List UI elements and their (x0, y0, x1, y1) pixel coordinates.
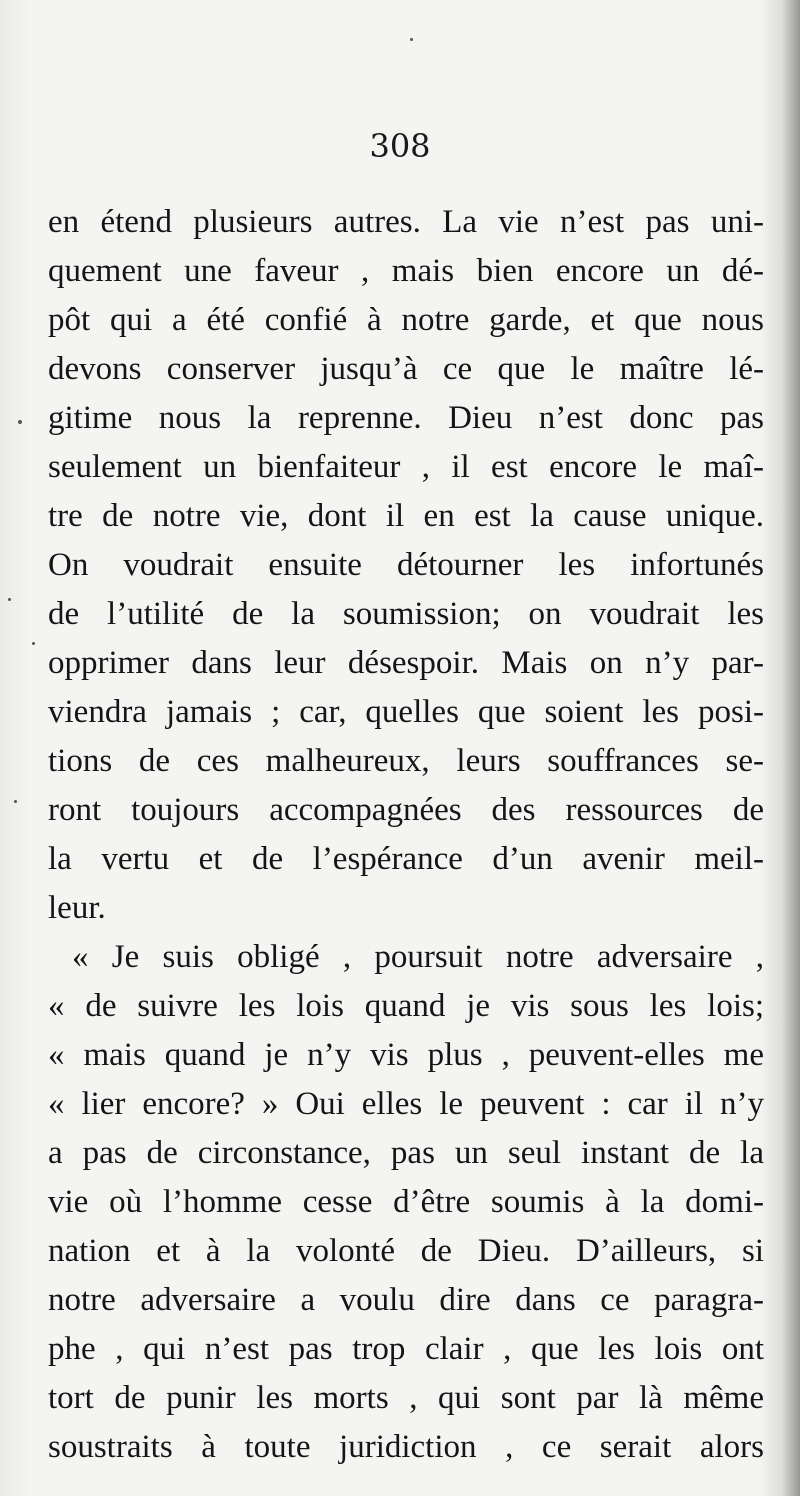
text-line: tions de ces malheureux, leurs souffrances se- (48, 743, 764, 779)
text-line: nation et à la volonté de Dieu. D’ailleurs, si (48, 1233, 764, 1269)
text-line: tort de punir les morts , qui sont par là même (48, 1380, 764, 1416)
text-line: devons conserver jusqu’à ce que le maître lé- (48, 351, 764, 387)
print-speck (32, 642, 35, 645)
body-text (48, 198, 764, 1472)
text-line: seulement un bienfaiteur , il est encore le maî- (48, 449, 764, 485)
text-line: de l’utilité de la soumission; on voudrait les (48, 596, 764, 632)
text-line: notre adversaire a voulu dire dans ce paragra- (48, 1282, 764, 1318)
page-edge-shadow (782, 0, 800, 1496)
print-speck (14, 800, 17, 803)
print-speck (18, 420, 22, 424)
text-line: pôt qui a été confié à notre garde, et que nous (48, 302, 764, 338)
text-line: « Je suis obligé , poursuit notre adversaire , (72, 939, 764, 975)
text-line: quement une faveur , mais bien encore un dé- (48, 253, 764, 289)
text-line: a pas de circonstance, pas un seul instant de la (48, 1135, 764, 1171)
print-speck (8, 598, 11, 601)
text-line: la vertu et de l’espérance d’un avenir meil- (48, 841, 764, 877)
text-line: leur. (48, 890, 106, 926)
text-line: tre de notre vie, dont il en est la cause unique. (48, 498, 764, 534)
text-line: phe , qui n’est pas trop clair , que les lois ont (48, 1331, 764, 1367)
text-line: opprimer dans leur désespoir. Mais on n’y par- (48, 645, 764, 681)
text-line: soustraits à toute juridiction , ce serait alors (48, 1429, 764, 1465)
text-line: On voudrait ensuite détourner les infortunés (48, 547, 764, 583)
text-line: « lier encore? » Oui elles le peuvent : car il n’y (48, 1086, 764, 1122)
print-speck (410, 38, 413, 41)
page-number: 308 (369, 127, 431, 165)
text-line: viendra jamais ; car, quelles que soient les posi- (48, 694, 764, 730)
text-line: gitime nous la reprenne. Dieu n’est donc pas (48, 400, 764, 436)
text-line: ront toujours accompagnées des ressources de (48, 792, 764, 828)
text-line: en étend plusieurs autres. La vie n’est pas uni- (48, 204, 764, 240)
text-line: « mais quand je n’y vis plus , peuvent-elles me (48, 1037, 764, 1073)
text-line: « de suivre les lois quand je vis sous les lois; (48, 988, 764, 1024)
text-line: vie où l’homme cesse d’être soumis à la domi- (48, 1184, 764, 1220)
